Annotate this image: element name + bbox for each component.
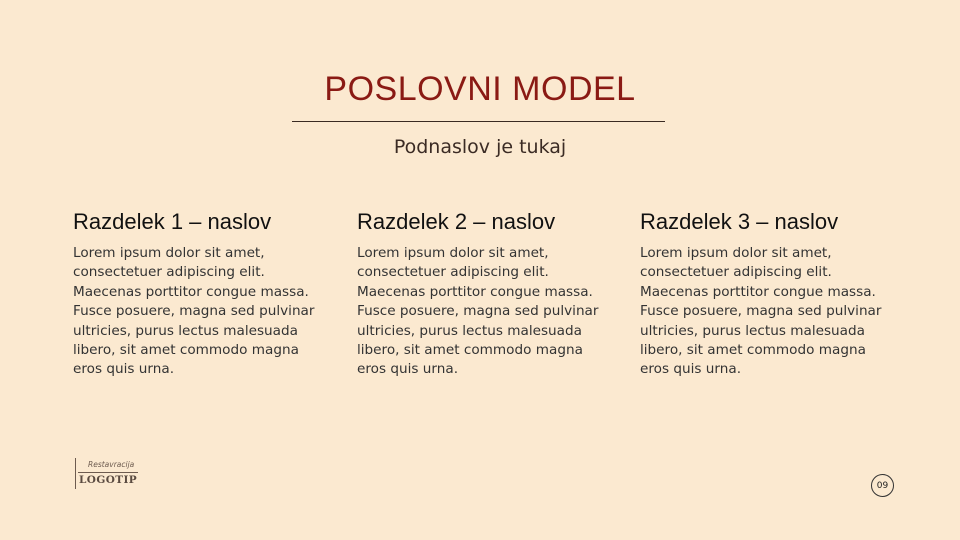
section-heading: Razdelek 1 – naslov bbox=[73, 209, 272, 234]
logo-text: LOGOTIP bbox=[79, 474, 138, 486]
section-1 bbox=[73, 209, 328, 380]
title-divider bbox=[292, 121, 665, 122]
section-body: Lorem ipsum dolor sit amet, consectetuer adipiscing elit. Maecenas porttitor congue massa. Fusce posuere, magna sed pulvinar ultricies, purus lectus malesuada libero, sit amet commodo magna eros quis urna. bbox=[357, 245, 599, 378]
company-logo bbox=[75, 458, 145, 490]
logo-tagline: Restavracija bbox=[88, 460, 135, 469]
section-body: Lorem ipsum dolor sit amet, consectetuer adipiscing elit. Maecenas porttitor congue massa. Fusce posuere, magna sed pulvinar ultricies, purus lectus malesuada libero, sit amet commodo magna eros quis urna. bbox=[640, 245, 882, 378]
section-heading: Razdelek 3 – naslov bbox=[640, 209, 839, 234]
page-number: 09 bbox=[876, 480, 889, 491]
section-body: Lorem ipsum dolor sit amet, consectetuer adipiscing elit. Maecenas porttitor congue massa. Fusce posuere, magna sed pulvinar ultricies, purus lectus malesuada libero, sit amet commodo magna eros quis urna. bbox=[73, 245, 315, 378]
logo-divider bbox=[75, 458, 76, 489]
slide-subtitle: Podnaslov je tukaj bbox=[393, 136, 567, 158]
logo-rule bbox=[78, 472, 138, 473]
section-2 bbox=[357, 209, 612, 380]
page-number-badge bbox=[871, 474, 894, 497]
section-heading: Razdelek 2 – naslov bbox=[357, 209, 556, 234]
slide-title: POSLOVNI MODEL bbox=[324, 70, 636, 108]
section-3 bbox=[640, 209, 895, 380]
